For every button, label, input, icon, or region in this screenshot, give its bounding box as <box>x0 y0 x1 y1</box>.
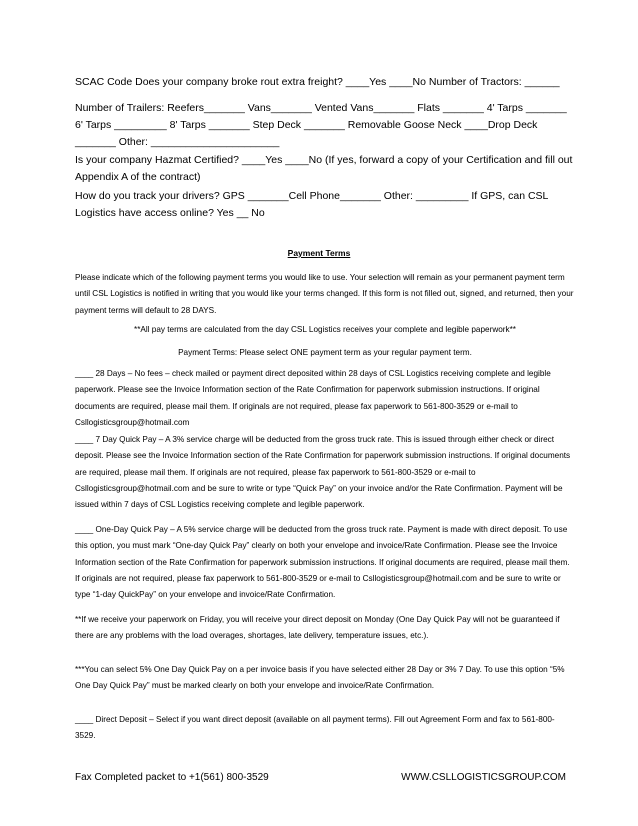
trailers-question: Number of Trailers: Reefers_______ Vans_______ Vented Vans_______ Flats _______ 4' Tarps _______ 6' Tarps _________ 8' Tarps _______ Step Deck _______ Removable Goose Neck ____Drop Deck _______ Other: ______________________ <box>75 102 567 148</box>
option-one-day-quick-pay: ____ One-Day Quick Pay – A 5% service charge will be deducted from the gross truck rate. Payment is made with direct deposit. To use this option, you must mark “One-day Quick Pay” clearly on both your envelope and invoice/Rate Confirmation. Please see the Invoice Information section of the Rate Confirmation for paperwork submission instructions. If original documents are required, please mail them. If originals are not required, please fax paperwork to 561-800-3529 or e-mail to Csllogisticsgroup@hotmail.com and be sure to write or type “1-day QuickPay” on your envelope and invoice/Rate Confirmation. <box>75 525 570 600</box>
footer-fax: Fax Completed packet to +1(561) 800-3529 <box>75 772 269 783</box>
five-percent-note: ***You can select 5% One Day Quick Pay on a per invoice basis if you have selected either 28 Day or 3% 7 Day. To use this option “5% One Day Quick Pay” must be marked clearly on both your envelope and invoice/Rate Confirmation. <box>75 665 565 691</box>
payment-intro: Please indicate which of the following payment terms you would like to use. Your selection will remain as your permanent payment term until CSL Logistics is notified in writing that you would like your terms changed. If this form is not filled out, signed, and returned, then your payment terms will default to 28 DAYS. <box>75 273 574 315</box>
footer-website[interactable]: WWW.CSLLOGISTICSGROUP.COM <box>401 772 566 783</box>
hazmat-question: Is your company Hazmat Certified? ____Yes ____No (If yes, forward a copy of your Certification and fill out Appendix A of the contract) <box>75 154 573 183</box>
tracking-question: How do you track your drivers? GPS _______Cell Phone_______ Other: _________ If GPS, can CSL Logistics have access online? Yes __ No <box>75 190 548 219</box>
pay-terms-calc-note: **All pay terms are calculated from the day CSL Logistics receives your complete and legible paperwork** <box>134 325 516 334</box>
option-7-day-quick-pay: ____ 7 Day Quick Pay – A 3% service charge will be deducted from the gross truck rate. This is issued through either check or direct deposit. Please see the Invoice Information section of the Rate Confirmation for paperwork submission instructions. If original documents are required, please mail them. If originals are not required, please fax paperwork to 561-800-3529 or e-mail to Csllogisticsgroup@hotmail.com and be sure to write or type “Quick Pay” on your invoice and/or the Rate Confirmation. Payment will be issued within 7 days of CSL Logistics receiving complete and legible paperwork. <box>75 435 571 510</box>
select-one-term-line: Payment Terms: Please select ONE payment term as your regular payment term. <box>178 348 472 357</box>
payment-terms-heading: Payment Terms <box>287 248 351 258</box>
scac-question: SCAC Code Does your company broke rout extra freight? ____Yes ____No Number of Tractors: ______ <box>75 76 560 88</box>
option-28-days: ____ 28 Days – No fees – check mailed or payment direct deposited within 28 days of CSL Logistics receiving complete and legible paperwork. Please see the Invoice Information section of the Rate Confirmation for paperwork submission instructions. If original documents are required, please mail them. If originals are not required, please fax paperwork to 561-800-3529 or e-mail to Csllogisticsgroup@hotmail.com <box>75 369 551 427</box>
option-direct-deposit: ____ Direct Deposit – Select if you want direct deposit (available on all payment terms). Fill out Agreement Form and fax to 561-800-3529. <box>75 715 555 741</box>
friday-note: **If we receive your paperwork on Friday, you will receive your direct deposit on Monday (One Day Quick Pay will not be guaranteed if there are any problems with the load overages, shortages, late delivery, temperature issues, etc.). <box>75 615 560 641</box>
